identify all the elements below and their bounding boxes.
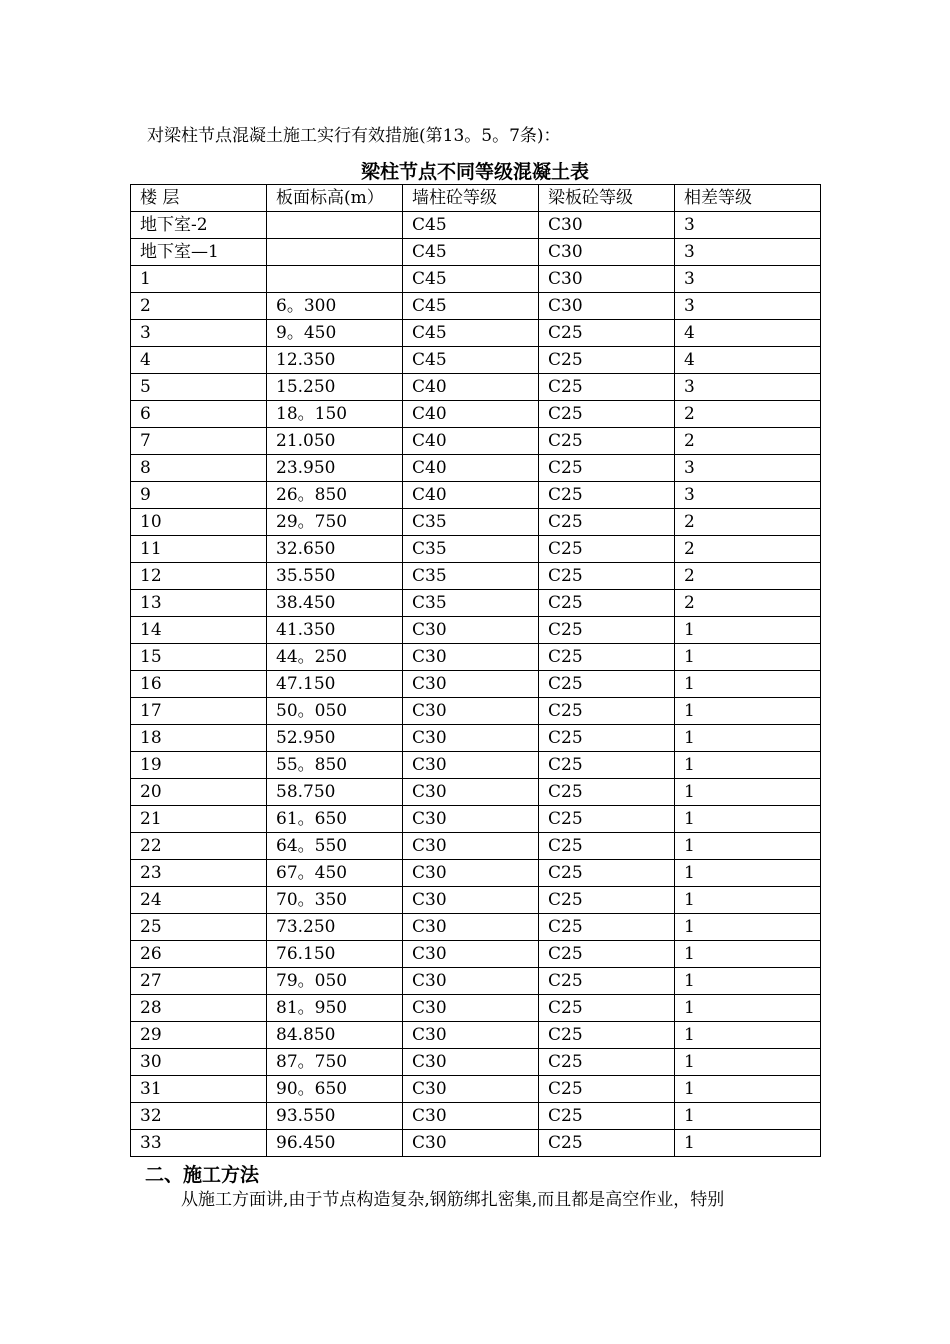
cell-wall-column-grade: C30 <box>403 995 539 1022</box>
table-row <box>131 941 821 968</box>
cell-beam-slab-grade: C30 <box>539 293 675 320</box>
cell-wall-column-grade: C30 <box>403 1103 539 1130</box>
cell-slab-elevation: 87。750 <box>267 1049 403 1076</box>
cell-slab-elevation: 67。450 <box>267 860 403 887</box>
cell-wall-column-grade: C40 <box>403 455 539 482</box>
cell-floor: 9 <box>131 482 267 509</box>
cell-slab-elevation: 52.950 <box>267 725 403 752</box>
cell-wall-column-grade: C35 <box>403 563 539 590</box>
intro-text: 对梁柱节点混凝土施工实行有效措施(第13。5。7条)： <box>147 126 561 146</box>
cell-wall-column-grade: C30 <box>403 860 539 887</box>
cell-floor: 19 <box>131 752 267 779</box>
cell-slab-elevation: 96.450 <box>267 1130 403 1157</box>
cell-grade-difference: 3 <box>675 455 821 482</box>
cell-wall-column-grade: C40 <box>403 428 539 455</box>
cell-wall-column-grade: C30 <box>403 752 539 779</box>
cell-floor: 26 <box>131 941 267 968</box>
cell-beam-slab-grade: C25 <box>539 698 675 725</box>
cell-floor: 3 <box>131 320 267 347</box>
cell-slab-elevation: 81。950 <box>267 995 403 1022</box>
cell-floor: 8 <box>131 455 267 482</box>
cell-grade-difference: 1 <box>675 1130 821 1157</box>
table-row <box>131 806 821 833</box>
table-row <box>131 833 821 860</box>
cell-slab-elevation <box>267 266 403 293</box>
cell-slab-elevation: 6。300 <box>267 293 403 320</box>
cell-slab-elevation: 58.750 <box>267 779 403 806</box>
cell-floor: 32 <box>131 1103 267 1130</box>
cell-grade-difference: 2 <box>675 401 821 428</box>
cell-beam-slab-grade: C25 <box>539 833 675 860</box>
cell-wall-column-grade: C30 <box>403 698 539 725</box>
cell-grade-difference: 1 <box>675 698 821 725</box>
cell-grade-difference: 1 <box>675 887 821 914</box>
cell-beam-slab-grade: C25 <box>539 887 675 914</box>
table-row <box>131 428 821 455</box>
cell-beam-slab-grade: C25 <box>539 671 675 698</box>
cell-floor: 28 <box>131 995 267 1022</box>
cell-slab-elevation: 18。150 <box>267 401 403 428</box>
cell-grade-difference: 4 <box>675 320 821 347</box>
cell-beam-slab-grade: C25 <box>539 347 675 374</box>
cell-slab-elevation: 44。250 <box>267 644 403 671</box>
cell-slab-elevation: 15.250 <box>267 374 403 401</box>
table-row <box>131 212 821 239</box>
table-row <box>131 1049 821 1076</box>
cell-grade-difference: 2 <box>675 536 821 563</box>
table-row <box>131 401 821 428</box>
cell-beam-slab-grade: C25 <box>539 1022 675 1049</box>
cell-floor: 21 <box>131 806 267 833</box>
cell-slab-elevation: 70。350 <box>267 887 403 914</box>
cell-grade-difference: 1 <box>675 968 821 995</box>
cell-wall-column-grade: C45 <box>403 293 539 320</box>
cell-wall-column-grade: C45 <box>403 212 539 239</box>
cell-wall-column-grade: C30 <box>403 725 539 752</box>
cell-floor: 11 <box>131 536 267 563</box>
cell-floor: 6 <box>131 401 267 428</box>
cell-slab-elevation: 90。650 <box>267 1076 403 1103</box>
cell-floor: 33 <box>131 1130 267 1157</box>
cell-slab-elevation: 61。650 <box>267 806 403 833</box>
table-row <box>131 860 821 887</box>
cell-beam-slab-grade: C25 <box>539 482 675 509</box>
cell-grade-difference: 3 <box>675 374 821 401</box>
cell-wall-column-grade: C45 <box>403 320 539 347</box>
cell-wall-column-grade: C40 <box>403 401 539 428</box>
cell-floor: 10 <box>131 509 267 536</box>
cell-beam-slab-grade: C30 <box>539 266 675 293</box>
header-slab-elevation: 板面标高(m） <box>267 185 403 212</box>
cell-grade-difference: 2 <box>675 509 821 536</box>
cell-beam-slab-grade: C25 <box>539 428 675 455</box>
cell-grade-difference: 1 <box>675 941 821 968</box>
header-beam-slab-grade: 梁板砼等级 <box>539 185 675 212</box>
cell-beam-slab-grade: C25 <box>539 374 675 401</box>
cell-grade-difference: 3 <box>675 293 821 320</box>
table-row <box>131 995 821 1022</box>
cell-grade-difference: 1 <box>675 860 821 887</box>
cell-grade-difference: 1 <box>675 806 821 833</box>
cell-grade-difference: 4 <box>675 347 821 374</box>
cell-wall-column-grade: C45 <box>403 239 539 266</box>
concrete-grade-table <box>130 184 821 1157</box>
cell-beam-slab-grade: C25 <box>539 401 675 428</box>
cell-wall-column-grade: C40 <box>403 374 539 401</box>
cell-wall-column-grade: C30 <box>403 833 539 860</box>
cell-slab-elevation: 55。850 <box>267 752 403 779</box>
table-row <box>131 590 821 617</box>
header-grade-difference: 相差等级 <box>675 185 821 212</box>
cell-beam-slab-grade: C25 <box>539 1049 675 1076</box>
cell-wall-column-grade: C30 <box>403 779 539 806</box>
cell-grade-difference: 1 <box>675 779 821 806</box>
cell-floor: 25 <box>131 914 267 941</box>
cell-beam-slab-grade: C25 <box>539 968 675 995</box>
table-row <box>131 482 821 509</box>
cell-beam-slab-grade: C25 <box>539 752 675 779</box>
cell-slab-elevation: 93.550 <box>267 1103 403 1130</box>
cell-wall-column-grade: C45 <box>403 266 539 293</box>
cell-floor: 4 <box>131 347 267 374</box>
cell-floor: 15 <box>131 644 267 671</box>
table-row <box>131 1130 821 1157</box>
cell-grade-difference: 1 <box>675 644 821 671</box>
cell-beam-slab-grade: C25 <box>539 806 675 833</box>
cell-grade-difference: 3 <box>675 266 821 293</box>
table-row <box>131 1103 821 1130</box>
cell-slab-elevation: 35.550 <box>267 563 403 590</box>
cell-floor: 13 <box>131 590 267 617</box>
cell-grade-difference: 1 <box>675 752 821 779</box>
cell-wall-column-grade: C30 <box>403 671 539 698</box>
cell-wall-column-grade: C30 <box>403 941 539 968</box>
cell-floor: 1 <box>131 266 267 293</box>
cell-slab-elevation: 64。550 <box>267 833 403 860</box>
cell-beam-slab-grade: C25 <box>539 725 675 752</box>
table-row <box>131 671 821 698</box>
table-row <box>131 563 821 590</box>
cell-slab-elevation: 9。450 <box>267 320 403 347</box>
cell-grade-difference: 3 <box>675 212 821 239</box>
cell-floor: 29 <box>131 1022 267 1049</box>
cell-slab-elevation: 26。850 <box>267 482 403 509</box>
table-body <box>131 185 821 1157</box>
cell-grade-difference: 1 <box>675 1103 821 1130</box>
cell-slab-elevation <box>267 239 403 266</box>
cell-grade-difference: 1 <box>675 725 821 752</box>
cell-wall-column-grade: C30 <box>403 1076 539 1103</box>
table-row <box>131 725 821 752</box>
cell-floor: 12 <box>131 563 267 590</box>
table-row <box>131 968 821 995</box>
cell-slab-elevation: 41.350 <box>267 617 403 644</box>
cell-wall-column-grade: C35 <box>403 536 539 563</box>
cell-wall-column-grade: C30 <box>403 1130 539 1157</box>
cell-floor: 17 <box>131 698 267 725</box>
table-row <box>131 320 821 347</box>
cell-floor: 5 <box>131 374 267 401</box>
cell-grade-difference: 1 <box>675 995 821 1022</box>
cell-wall-column-grade: C30 <box>403 1022 539 1049</box>
cell-slab-elevation: 32.650 <box>267 536 403 563</box>
cell-beam-slab-grade: C25 <box>539 995 675 1022</box>
cell-wall-column-grade: C30 <box>403 887 539 914</box>
table-row <box>131 914 821 941</box>
cell-grade-difference: 1 <box>675 617 821 644</box>
cell-floor: 18 <box>131 725 267 752</box>
cell-slab-elevation: 23.950 <box>267 455 403 482</box>
cell-slab-elevation: 50。050 <box>267 698 403 725</box>
table-row <box>131 698 821 725</box>
body-text: 从施工方面讲,由于节点构造复杂,钢筋绑扎密集,而且都是高空作业，特别 <box>181 1190 725 1210</box>
cell-beam-slab-grade: C25 <box>539 941 675 968</box>
cell-grade-difference: 2 <box>675 590 821 617</box>
cell-grade-difference: 2 <box>675 428 821 455</box>
table-row <box>131 347 821 374</box>
table-header-row <box>131 185 821 212</box>
header-floor: 楼 层 <box>131 185 267 212</box>
table-row <box>131 536 821 563</box>
cell-wall-column-grade: C30 <box>403 617 539 644</box>
cell-beam-slab-grade: C25 <box>539 1103 675 1130</box>
cell-beam-slab-grade: C25 <box>539 860 675 887</box>
cell-beam-slab-grade: C25 <box>539 779 675 806</box>
cell-wall-column-grade: C30 <box>403 1049 539 1076</box>
cell-beam-slab-grade: C30 <box>539 239 675 266</box>
cell-beam-slab-grade: C25 <box>539 563 675 590</box>
cell-grade-difference: 1 <box>675 671 821 698</box>
cell-floor: 27 <box>131 968 267 995</box>
table-row <box>131 293 821 320</box>
table-row <box>131 779 821 806</box>
cell-grade-difference: 1 <box>675 914 821 941</box>
cell-beam-slab-grade: C30 <box>539 212 675 239</box>
header-wall-column-grade: 墙柱砼等级 <box>403 185 539 212</box>
cell-floor: 22 <box>131 833 267 860</box>
table-row <box>131 509 821 536</box>
cell-beam-slab-grade: C25 <box>539 509 675 536</box>
table-row <box>131 617 821 644</box>
cell-floor: 2 <box>131 293 267 320</box>
cell-slab-elevation: 79。050 <box>267 968 403 995</box>
cell-floor: 20 <box>131 779 267 806</box>
cell-floor: 14 <box>131 617 267 644</box>
cell-slab-elevation: 84.850 <box>267 1022 403 1049</box>
cell-slab-elevation: 29。750 <box>267 509 403 536</box>
cell-floor: 24 <box>131 887 267 914</box>
cell-grade-difference: 2 <box>675 563 821 590</box>
cell-grade-difference: 1 <box>675 1022 821 1049</box>
table-row <box>131 266 821 293</box>
cell-beam-slab-grade: C25 <box>539 617 675 644</box>
cell-wall-column-grade: C30 <box>403 644 539 671</box>
cell-beam-slab-grade: C25 <box>539 455 675 482</box>
cell-beam-slab-grade: C25 <box>539 1130 675 1157</box>
cell-wall-column-grade: C30 <box>403 914 539 941</box>
cell-wall-column-grade: C35 <box>403 509 539 536</box>
cell-floor: 16 <box>131 671 267 698</box>
cell-floor: 地下室—1 <box>131 239 267 266</box>
cell-wall-column-grade: C30 <box>403 806 539 833</box>
cell-slab-elevation: 73.250 <box>267 914 403 941</box>
cell-grade-difference: 1 <box>675 833 821 860</box>
cell-wall-column-grade: C45 <box>403 347 539 374</box>
cell-beam-slab-grade: C25 <box>539 644 675 671</box>
cell-grade-difference: 3 <box>675 239 821 266</box>
cell-grade-difference: 1 <box>675 1076 821 1103</box>
table-row <box>131 887 821 914</box>
cell-grade-difference: 3 <box>675 482 821 509</box>
cell-grade-difference: 1 <box>675 1049 821 1076</box>
cell-beam-slab-grade: C25 <box>539 320 675 347</box>
cell-beam-slab-grade: C25 <box>539 914 675 941</box>
table-row <box>131 374 821 401</box>
cell-slab-elevation: 76.150 <box>267 941 403 968</box>
cell-slab-elevation <box>267 212 403 239</box>
cell-wall-column-grade: C30 <box>403 968 539 995</box>
table-title: 梁柱节点不同等级混凝土表 <box>360 161 589 183</box>
cell-beam-slab-grade: C25 <box>539 536 675 563</box>
cell-floor: 23 <box>131 860 267 887</box>
table-row <box>131 239 821 266</box>
cell-floor: 地下室-2 <box>131 212 267 239</box>
section-heading: 二、施工方法 <box>145 1164 260 1186</box>
cell-wall-column-grade: C35 <box>403 590 539 617</box>
cell-slab-elevation: 38.450 <box>267 590 403 617</box>
table-row <box>131 752 821 779</box>
cell-beam-slab-grade: C25 <box>539 1076 675 1103</box>
table-row <box>131 1022 821 1049</box>
table-row <box>131 1076 821 1103</box>
cell-beam-slab-grade: C25 <box>539 590 675 617</box>
table-row <box>131 455 821 482</box>
cell-floor: 7 <box>131 428 267 455</box>
cell-slab-elevation: 47.150 <box>267 671 403 698</box>
cell-floor: 31 <box>131 1076 267 1103</box>
cell-slab-elevation: 12.350 <box>267 347 403 374</box>
cell-wall-column-grade: C40 <box>403 482 539 509</box>
table-row <box>131 644 821 671</box>
cell-floor: 30 <box>131 1049 267 1076</box>
cell-slab-elevation: 21.050 <box>267 428 403 455</box>
